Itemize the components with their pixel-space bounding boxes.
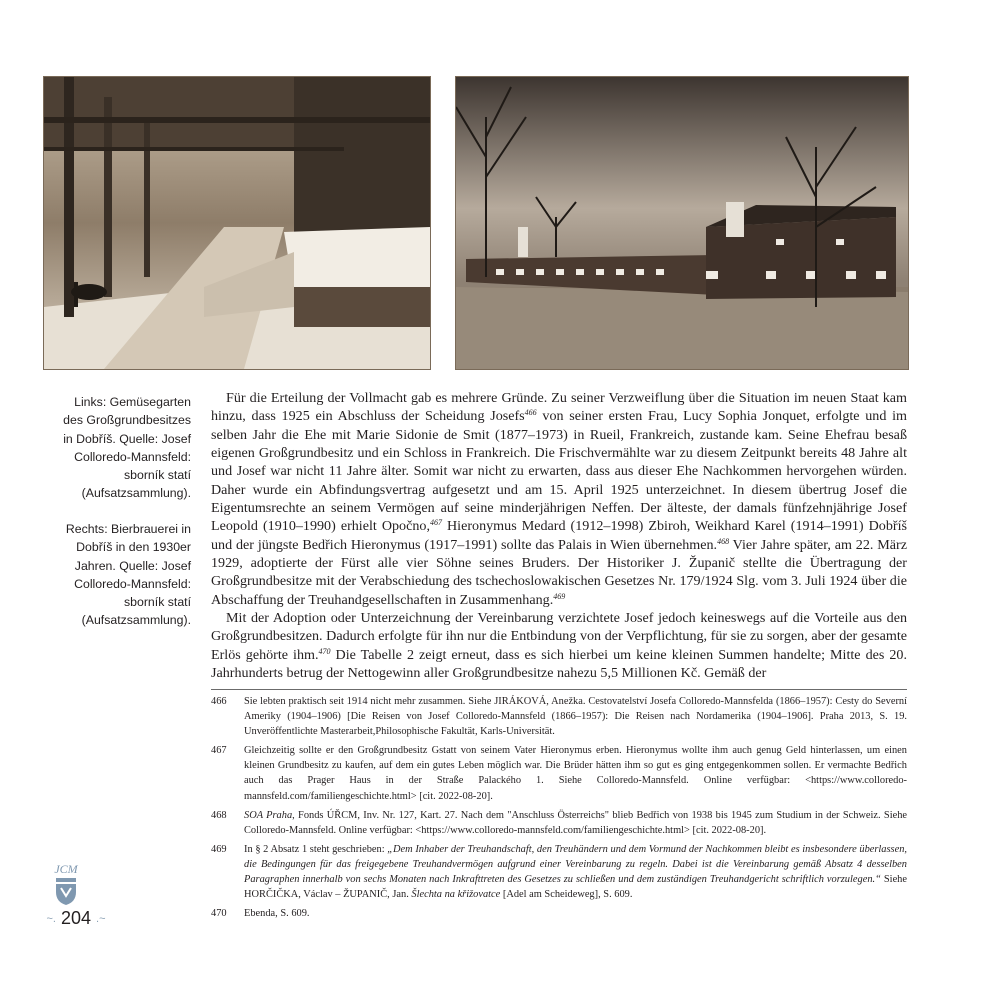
garden-photo (43, 76, 431, 370)
page-number: ~. 204 .~ (46, 908, 106, 928)
garden-pergola-photo (44, 77, 430, 369)
footnote-470 (211, 906, 907, 921)
ornament-left: ~. (46, 913, 56, 925)
footnote-text: Ebenda, S. 609. (244, 908, 310, 920)
footnote-469: 469 In § 2 Absatz 1 steht geschrieben: „Dem Inhaber der Treuhandschaft, den Treuhändern und dem Vormund der Nachkommen bleibt es insbesondere überlassen, die Bedingungen für das freigegebene Treuhandvermögen aufgrund einer Vereinbarung zu regeln. Dabei ist die Vereinbarung gemäß Absatz 4 desselben Paragraphen innerhalb von sechs Monaten nach Inkrafttreten des Gesetzes zu schließen und dem zuständigen Treuhandgericht schriftlich vorzulegen.“ Siehe HORČIČKA, Václav – ŽUPANIČ, Jan. Šlechta na křižovatce [Adel am Scheideweg], S. 609. (211, 842, 907, 902)
footnote-divider (211, 689, 907, 690)
footnotes (211, 694, 907, 925)
footnote-number: 470 (211, 908, 227, 920)
footnote-466 (211, 694, 907, 739)
footnote-467 (211, 743, 907, 803)
archive-name: SOA Praha (244, 809, 293, 821)
footnote-ref-469[interactable]: 469 (553, 591, 566, 601)
footnote-468 (211, 808, 907, 838)
footnote-number: 466 (211, 696, 227, 707)
footnote-number: 467 (211, 745, 227, 757)
footnote-ref-466[interactable]: 466 (524, 408, 537, 418)
ornament-right: .~ (96, 913, 106, 925)
book-title: Šlechta na křižovatce (411, 889, 501, 901)
caption-right: Rechts: Bierbrauerei in Dobříš in den 1930er Jahren. Quelle: Josef Colloredo-Mannsfeld: sborník statí (Aufsatzsammlung). (65, 522, 191, 628)
brewery-building-photo (456, 77, 908, 369)
crest-icon (48, 860, 84, 906)
footnote-number: 468 (211, 809, 227, 821)
monogram: JCM (54, 862, 78, 876)
footnote-text: , Fonds ÚŘCM, Inv. Nr. 127, Kart. 27. Nach dem "Anschluss Österreichs" blieb Bedřich von 1938 bis 1945 zum Studium in der Schweiz. Siehe Colloredo-Mannsfeld. Online verfügbar: <https://www.colloredo-mannsfeld.com/familiengeschichte.html> [cit. 2022-08-20]. (244, 809, 908, 836)
body-text (211, 389, 907, 683)
paragraph-1: Für die Erteilung der Vollmacht gab es mehrere Gründe. Zu seiner Verzweiflung über die Situation im neuen Staat kam hinzu, dass 1925 ein Abschluss der Scheidung Josefs$^{466}$ von seiner ersten Frau, Lucy Sophia Jonquet, erfolgte und im selben Jahr die Ehe mit Marie Sidonie de Smit (1877–1973) in Rueil, Frankreich, zustande kam. Seine Ehefrau besaß eigenen Großgrundbesitz und ein Schloss in Frankreich. Die Frischvermählte war zu diesem Zeitpunkt bereits 48 Jahre alt und Josef war nicht 11 Jahre älter. Somit war nicht zu erwarten, dass aus dieser Ehe Nachkommen hervorgehen würden. Daher wurde ein Abfindungsvertrag aufgesetzt und am 15. April 1925 unterzeichnet. In diesem übertrug Josef die Eigentumsrechte an seinem Vermögen auf seine minderjährigen Neffen. Der älteste, der damals fünfzehnjährige Josef Leopold (1910–1990) erhielt Opočno,$^{467}$ Hieronymus Medard (1912–1998) Zbiroh, Weikhard Karel (1914–1991) Dobříš und der jüngste Bedřich Hieronymus (1917–1991) sollte das Palais in Wien übernehmen.$^{468}$ Vier Jahre später, am 22. März 1929, adoptierte der Fürst alle vier Söhne seines Bruders. Der Historiker J. Županič stellte die Übertragung der Großgrundbesitze mit der Verabschiedung des tschechoslowakischen Gesetzes Nr. 179/1924 Slg. vom 3. Juli 1924 über die Abschaffung der Treuhandgesellschaften in Zusammenhang.$^{469}$ (211, 390, 908, 608)
law-quote: „Dem Inhaber der Treuhandschaft, den Treuhändern und dem Vormund der Nachkommen bleibt es insbesondere überlassen, die Bedingungen für das freigegebene Treuhandvermögen aufgrund einer Vereinbarung zu regeln. Dabei ist die Vereinbarung gemäß Absatz 4 desselben Paragraphen innerhalb von sechs Monaten nach Inkrafttreten des Gesetzes zu schließen und dem zuständigen Treuhandgericht schriftlich vorzulegen.“ (244, 843, 907, 886)
footnote-text: Gleichzeitig sollte er den Großgrundbesitz Gstatt von seinem Vater Hieronymus erben. Hieronymus wollte ihm auch genug Geld hinterlassen, um einen kleinen Grundbesitz zu kaufen, auf dem ein gutes Leben möglich war. Die Brüder hätten ihm so gut es ging entgegenkommen sollen. Er vermachte Bedřich auch das Prager Haus in der Straße Palackého 1. Siehe Colloredo-Mannsfeld. Online verfügbar: <https://www.colloredo-mannsfeld.com/familiengeschichte.html> [cit. 2022-08-20]. (244, 745, 907, 802)
footnote-ref-468[interactable]: 468 (717, 536, 730, 546)
brewery-photo (455, 76, 909, 370)
footnote-ref-467[interactable]: 467 (429, 518, 442, 528)
footnote-number: 469 (211, 843, 227, 855)
paragraph-2: Mit der Adoption oder Unterzeichnung der Vereinbarung verzichtete Josef jedoch keineswegs auf die Vorteile aus den Großgrundbesitzen. Dadurch erfolgte für ihn nur die Entbindung von der Verpflichtung, für sie zu sorgen, aber der gesamte Erlös gehörte ihm.$^{470}$ Die Tabelle 2 zeigt erneut, dass es sich hierbei um keine kleinen Summen handelte; Mitte des 20. Jahrhunderts betrug der Nettogewinn aller Großgrundbesitze nahezu 5,5 Millionen Kč. Gemäß der (211, 610, 907, 682)
caption-left: Links: Gemüsegarten des Großgrundbesitzes in Dobříš. Quelle: Josef Colloredo-Mannsfeld: sborník statí (Aufsatzsammlung). (63, 395, 191, 501)
crest-logo (48, 860, 84, 906)
footnote-ref-470[interactable]: 470 (318, 646, 331, 656)
footnote-text: Sie lebten praktisch seit 1914 nicht mehr zusammen. Siehe JIRÁKOVÁ, Anežka. Cestovatelství Josefa Colloredo-Mannsfelda (1866–1957): Cesty do Severní Ameriky (1904–1906) [Die Reisen von Josef Colloredo-Mannsfeld (1866–1957): Die Reisen nach Nordamerika (1904–1906]. Praha 2013, S. 19. Unveröffentlichte Masterarbeit,Philosophische Fakultät, Karls-Universität. (244, 696, 907, 738)
